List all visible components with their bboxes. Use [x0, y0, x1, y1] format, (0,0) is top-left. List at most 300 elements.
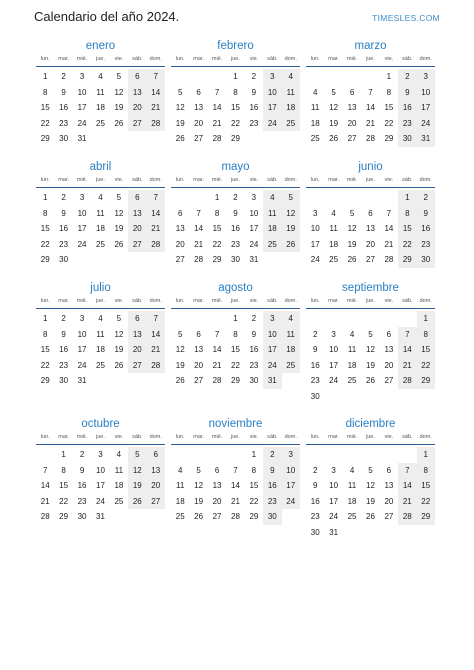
weekend-day-cell: 27	[128, 358, 146, 374]
day-cell: 9	[61, 329, 66, 339]
weekend-day-cell: 30	[263, 509, 281, 525]
day-cell: 19	[194, 496, 204, 506]
day-cell: 12	[175, 345, 185, 354]
day-cell: 6	[386, 329, 392, 339]
day-cell: 3	[331, 329, 336, 339]
day-cell: 11	[96, 329, 105, 339]
day-cell: 1	[214, 193, 220, 202]
weekend-day-cell: 14	[147, 206, 165, 222]
weekend-day-cell: 9	[398, 85, 416, 101]
day-cell: 14	[194, 224, 204, 233]
day-cell: 10	[77, 208, 87, 218]
day-cell: 4	[98, 72, 103, 81]
weekday-label: mié.	[76, 177, 88, 183]
weekend-day-cell: 6	[147, 447, 165, 463]
weekend-day-cell: 6	[128, 311, 146, 327]
day-cell: 15	[249, 481, 259, 490]
day-cell: 12	[366, 481, 375, 490]
day-cell: 19	[114, 224, 124, 233]
weekend-day-cell: 8	[398, 206, 416, 222]
weekend-day-cell: 29	[398, 252, 416, 268]
day-cell: 14	[212, 103, 222, 112]
day-cell: 21	[366, 118, 375, 128]
day-cell: 15	[384, 103, 394, 112]
weekend-day-cell: 15	[417, 478, 435, 494]
weekday-header	[306, 296, 435, 307]
day-cell: 27	[366, 255, 375, 264]
weekday-label: mié.	[211, 298, 223, 304]
days-grid	[171, 190, 300, 268]
day-cell: 7	[42, 465, 48, 475]
day-cell: 20	[194, 118, 204, 128]
day-cell: 31	[77, 134, 87, 143]
month-enero	[36, 38, 165, 147]
weekend-day-cell: 18	[263, 221, 281, 237]
day-cell: 13	[347, 103, 357, 112]
day-cell: 24	[96, 496, 105, 506]
day-cell: 2	[312, 329, 318, 339]
day-cell: 30	[59, 134, 69, 143]
day-cell: 7	[214, 329, 220, 339]
day-cell: 11	[96, 87, 105, 97]
weekend-day-cell: 10	[282, 463, 300, 479]
day-cell: 28	[384, 255, 394, 264]
day-cell: 16	[249, 103, 259, 112]
month-title: diciembre	[345, 418, 396, 430]
weekend-day-cell: 18	[282, 342, 300, 358]
day-cell: 26	[114, 118, 124, 128]
day-cell: 22	[40, 239, 50, 249]
weekend-day-cell: 28	[147, 116, 165, 132]
weekday-label: jue.	[96, 298, 105, 304]
day-cell: 31	[96, 512, 105, 521]
day-cell: 23	[231, 239, 240, 249]
day-cell: 19	[175, 118, 185, 128]
day-cell: 7	[233, 465, 238, 475]
empty-cell	[171, 190, 189, 206]
day-cell: 10	[249, 208, 259, 218]
weekday-label: jue.	[366, 177, 375, 183]
weekend-day-cell: 28	[147, 237, 165, 253]
day-cell: 30	[310, 527, 320, 537]
month-julio	[36, 280, 165, 389]
weekend-day-cell: 26	[128, 494, 146, 510]
weekday-label: lun.	[310, 56, 320, 62]
weekday-label: vie.	[249, 298, 259, 304]
weekday-label: mié.	[76, 56, 88, 62]
day-cell: 4	[116, 450, 122, 459]
weekday-header	[36, 175, 165, 186]
weekday-label: lun.	[40, 298, 50, 304]
empty-cell	[189, 447, 207, 463]
weekday-label: sáb.	[267, 434, 278, 440]
weekday-label: jue.	[366, 434, 375, 440]
day-cell: 24	[329, 376, 339, 385]
weekday-label: lun.	[310, 434, 320, 440]
month-title: febrero	[217, 40, 254, 52]
day-cell: 24	[77, 239, 87, 249]
weekday-label: dom.	[419, 56, 432, 62]
day-cell: 5	[349, 208, 355, 218]
weekend-day-cell: 10	[417, 85, 435, 101]
weekend-day-cell: 12	[282, 206, 300, 222]
empty-cell	[171, 447, 189, 463]
day-cell: 14	[366, 103, 375, 112]
day-cell: 10	[329, 481, 339, 490]
day-cell: 1	[42, 193, 48, 202]
day-cell: 11	[176, 481, 185, 490]
month-agosto	[171, 280, 300, 389]
weekday-label: lun.	[175, 177, 185, 183]
month-title: abril	[89, 161, 112, 173]
header-rule	[306, 444, 435, 445]
weekend-day-cell: 26	[282, 237, 300, 253]
month-title: junio	[358, 161, 383, 173]
day-cell: 14	[231, 481, 240, 490]
weekend-day-cell: 4	[263, 190, 281, 206]
weekday-label: lun.	[175, 298, 185, 304]
empty-cell	[189, 190, 207, 206]
empty-cell	[189, 69, 207, 85]
empty-cell	[36, 447, 54, 463]
weekend-day-cell: 21	[398, 494, 416, 510]
day-cell: 21	[40, 496, 50, 506]
empty-cell	[361, 69, 379, 85]
month-junio	[306, 159, 435, 268]
days-grid	[306, 447, 435, 540]
day-cell: 11	[114, 465, 124, 475]
day-cell: 8	[42, 329, 48, 339]
weekend-day-cell: 19	[282, 221, 300, 237]
day-cell: 18	[347, 360, 357, 370]
weekend-day-cell: 14	[398, 478, 416, 494]
day-cell: 4	[349, 329, 355, 339]
weekend-day-cell: 30	[417, 252, 435, 268]
weekend-day-cell: 2	[263, 447, 281, 463]
day-cell: 23	[59, 118, 69, 128]
day-cell: 26	[114, 239, 124, 249]
day-cell: 17	[329, 360, 339, 370]
day-cell: 15	[59, 481, 69, 490]
weekend-day-cell: 6	[128, 190, 146, 206]
days-grid	[36, 447, 165, 525]
weekend-day-cell: 10	[263, 327, 281, 343]
weekend-day-cell: 22	[417, 494, 435, 510]
weekend-day-cell: 22	[398, 237, 416, 253]
weekend-day-cell: 7	[398, 463, 416, 479]
weekday-header	[306, 432, 435, 443]
weekday-label: dom.	[419, 298, 432, 304]
weekend-day-cell: 3	[417, 69, 435, 85]
weekend-day-cell: 22	[417, 358, 435, 374]
header-rule	[36, 66, 165, 67]
weekday-label: dom.	[284, 434, 297, 440]
weekend-day-cell: 23	[417, 237, 435, 253]
weekday-label: vie.	[249, 177, 259, 183]
day-cell: 25	[96, 360, 105, 370]
month-febrero	[171, 38, 300, 147]
weekend-day-cell: 3	[263, 311, 281, 327]
day-cell: 5	[368, 329, 373, 339]
day-cell: 6	[214, 465, 220, 475]
weekday-label: mar.	[193, 434, 204, 440]
weekday-label: mar.	[58, 298, 69, 304]
empty-cell	[361, 190, 379, 206]
weekday-label: mié.	[346, 298, 358, 304]
weekend-day-cell: 1	[417, 311, 435, 327]
day-cell: 23	[77, 496, 87, 506]
day-cell: 20	[347, 118, 357, 128]
weekday-label: mar.	[328, 56, 339, 62]
weekday-label: dom.	[149, 177, 162, 183]
weekend-day-cell: 17	[417, 100, 435, 116]
day-cell: 8	[42, 87, 48, 97]
weekend-day-cell: 7	[147, 190, 165, 206]
weekday-label: mié.	[76, 298, 88, 304]
day-cell: 19	[175, 360, 185, 370]
day-cell: 19	[347, 239, 357, 249]
day-cell: 28	[194, 255, 204, 264]
day-cell: 16	[77, 481, 87, 490]
day-cell: 3	[331, 465, 336, 475]
day-cell: 31	[329, 527, 339, 537]
day-cell: 10	[329, 345, 339, 354]
day-cell: 31	[249, 255, 259, 264]
month-marzo	[306, 38, 435, 147]
day-cell: 5	[331, 87, 336, 97]
day-cell: 19	[114, 103, 124, 112]
weekend-day-cell: 13	[128, 327, 146, 343]
day-cell: 5	[116, 193, 122, 202]
weekend-day-cell: 3	[263, 69, 281, 85]
day-cell: 13	[366, 224, 375, 233]
day-cell: 22	[212, 239, 222, 249]
day-cell: 23	[249, 360, 259, 370]
day-cell: 10	[310, 224, 320, 233]
day-cell: 4	[349, 465, 355, 475]
day-cell: 19	[114, 345, 124, 354]
day-cell: 23	[310, 376, 320, 385]
day-cell: 22	[40, 118, 50, 128]
day-cell: 24	[310, 255, 320, 264]
weekday-label: lun.	[40, 56, 50, 62]
weekday-label: sáb.	[402, 177, 413, 183]
day-cell: 6	[196, 329, 201, 339]
weekend-day-cell: 21	[147, 100, 165, 116]
day-cell: 1	[251, 450, 257, 459]
day-cell: 5	[368, 465, 373, 475]
month-title: noviembre	[208, 418, 263, 430]
weekday-label: mié.	[211, 56, 223, 62]
day-cell: 18	[329, 239, 339, 249]
day-cell: 25	[347, 512, 357, 521]
header-rule	[171, 308, 300, 309]
day-cell: 24	[77, 360, 87, 370]
weekend-day-cell: 13	[128, 206, 146, 222]
day-cell: 2	[61, 72, 66, 81]
day-cell: 1	[233, 314, 238, 323]
day-cell: 23	[310, 512, 320, 521]
day-cell: 30	[249, 376, 259, 385]
month-title: mayo	[221, 161, 250, 173]
weekend-day-cell: 15	[417, 342, 435, 358]
day-cell: 22	[249, 496, 259, 506]
weekday-header	[171, 175, 300, 186]
day-cell: 27	[347, 134, 357, 143]
day-cell: 9	[61, 208, 66, 218]
day-cell: 25	[96, 118, 105, 128]
weekday-label: vie.	[114, 177, 124, 183]
day-cell: 19	[366, 360, 375, 370]
day-cell: 1	[61, 450, 66, 459]
weekday-label: vie.	[384, 56, 394, 62]
day-cell: 17	[329, 496, 339, 506]
month-title: marzo	[354, 40, 387, 52]
weekday-label: sáb.	[132, 56, 143, 62]
day-cell: 10	[77, 87, 87, 97]
weekend-day-cell: 12	[128, 463, 146, 479]
weekday-header	[171, 54, 300, 65]
day-cell: 9	[312, 345, 318, 354]
month-title: julio	[90, 282, 111, 294]
header-rule	[171, 444, 300, 445]
weekday-label: sáb.	[132, 298, 143, 304]
empty-cell	[324, 190, 342, 206]
day-cell: 2	[251, 314, 257, 323]
day-cell: 19	[329, 118, 339, 128]
day-cell: 6	[386, 465, 392, 475]
day-cell: 9	[233, 208, 238, 218]
weekday-label: sáb.	[402, 298, 413, 304]
day-cell: 10	[77, 329, 87, 339]
header-rule	[36, 308, 165, 309]
header-rule	[171, 66, 300, 67]
day-cell: 6	[368, 208, 373, 218]
day-cell: 26	[175, 376, 185, 385]
weekend-day-cell: 19	[128, 478, 146, 494]
weekday-label: mié.	[346, 56, 358, 62]
weekend-day-cell: 3	[282, 447, 300, 463]
weekend-day-cell: 14	[398, 342, 416, 358]
day-cell: 27	[212, 512, 222, 521]
weekend-day-cell: 17	[263, 342, 281, 358]
header-rule	[36, 444, 165, 445]
month-title: agosto	[218, 282, 253, 294]
day-cell: 12	[366, 345, 375, 354]
brand-link[interactable]: TIMESLES.COM	[372, 13, 440, 23]
day-cell: 5	[196, 465, 201, 475]
weekday-label: jue.	[96, 177, 105, 183]
weekday-label: sáb.	[402, 434, 413, 440]
weekday-label: jue.	[231, 177, 240, 183]
day-cell: 27	[194, 134, 204, 143]
empty-cell	[324, 447, 342, 463]
weekend-day-cell: 9	[263, 463, 281, 479]
day-cell: 11	[347, 345, 357, 354]
weekend-day-cell: 21	[147, 221, 165, 237]
days-grid	[171, 447, 300, 525]
day-cell: 30	[59, 255, 69, 264]
day-cell: 30	[59, 376, 69, 385]
day-cell: 19	[366, 496, 375, 506]
day-cell: 3	[312, 208, 318, 218]
days-grid	[306, 69, 435, 147]
weekend-day-cell: 8	[417, 327, 435, 343]
day-cell: 8	[233, 329, 238, 339]
day-cell: 25	[96, 239, 105, 249]
day-cell: 22	[59, 496, 69, 506]
day-cell: 16	[59, 345, 69, 354]
day-cell: 2	[233, 193, 238, 202]
weekend-day-cell: 11	[263, 206, 281, 222]
weekend-day-cell: 16	[398, 100, 416, 116]
day-cell: 28	[212, 134, 222, 143]
weekday-label: mié.	[346, 434, 358, 440]
day-cell: 20	[194, 360, 204, 370]
day-cell: 27	[194, 376, 204, 385]
weekend-day-cell: 16	[417, 221, 435, 237]
day-cell: 28	[366, 134, 375, 143]
weekday-label: mar.	[58, 434, 69, 440]
day-cell: 7	[196, 208, 201, 218]
day-cell: 2	[61, 314, 66, 323]
day-cell: 1	[42, 72, 48, 81]
day-cell: 6	[196, 87, 201, 97]
day-cell: 20	[384, 360, 394, 370]
day-cell: 9	[79, 465, 85, 475]
weekend-day-cell: 20	[147, 478, 165, 494]
day-cell: 9	[61, 87, 66, 97]
weekday-header	[171, 432, 300, 443]
empty-cell	[171, 69, 189, 85]
weekend-day-cell: 14	[147, 85, 165, 101]
day-cell: 15	[231, 103, 240, 112]
day-cell: 21	[194, 239, 204, 249]
empty-cell	[226, 447, 244, 463]
weekend-day-cell: 28	[398, 509, 416, 525]
day-cell: 31	[77, 376, 87, 385]
day-cell: 25	[175, 512, 185, 521]
month-title: septiembre	[342, 282, 399, 294]
day-cell: 14	[212, 345, 222, 354]
weekday-label: dom.	[284, 298, 297, 304]
day-cell: 18	[96, 103, 105, 112]
weekday-label: vie.	[249, 434, 259, 440]
empty-cell	[380, 190, 398, 206]
day-cell: 26	[366, 512, 375, 521]
day-cell: 3	[79, 193, 85, 202]
weekday-label: mar.	[193, 177, 204, 183]
weekday-label: sáb.	[132, 434, 143, 440]
month-septiembre	[306, 280, 435, 404]
day-cell: 7	[214, 87, 220, 97]
day-cell: 6	[177, 208, 183, 218]
day-cell: 29	[384, 134, 394, 143]
day-cell: 22	[231, 118, 240, 128]
weekday-header	[36, 432, 165, 443]
day-cell: 3	[251, 193, 257, 202]
day-cell: 24	[77, 118, 87, 128]
day-cell: 9	[251, 329, 257, 339]
weekend-day-cell: 28	[147, 358, 165, 374]
day-cell: 26	[194, 512, 204, 521]
day-cell: 7	[368, 87, 373, 97]
day-cell: 11	[311, 103, 320, 112]
day-cell: 8	[214, 208, 220, 218]
weekday-label: vie.	[114, 434, 124, 440]
day-cell: 12	[175, 103, 185, 112]
empty-cell	[208, 447, 226, 463]
